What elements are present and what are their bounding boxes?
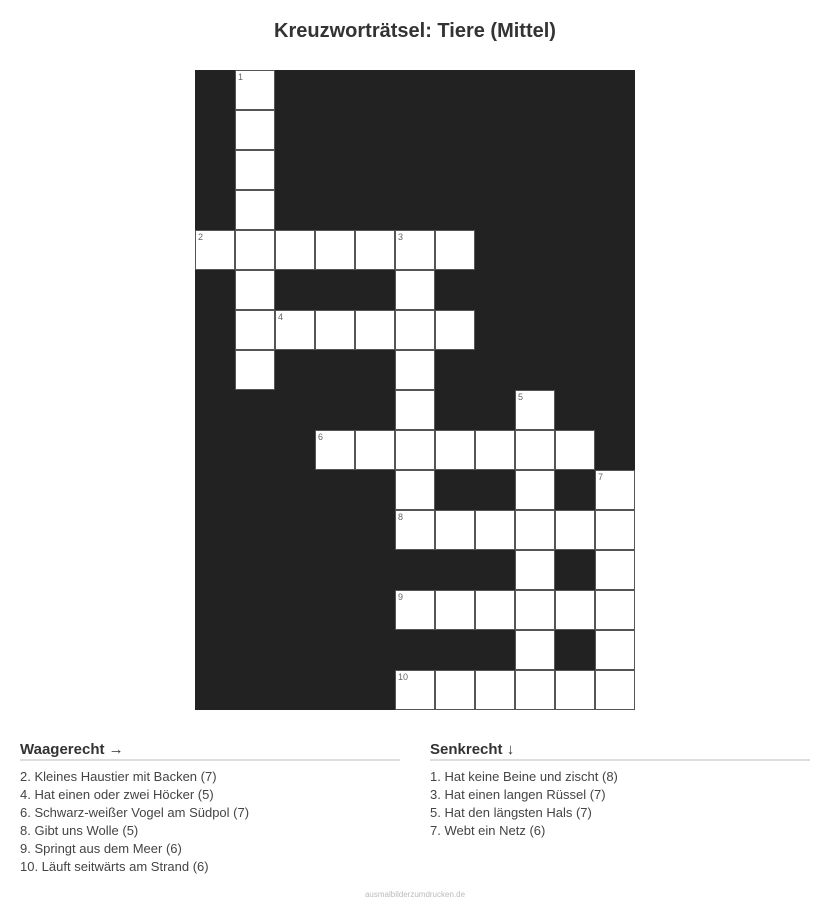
down-clue: 3. Hat einen langen Rüssel (7) bbox=[430, 787, 606, 802]
crossword-cell[interactable] bbox=[235, 270, 275, 310]
across-clue: 4. Hat einen oder zwei Höcker (5) bbox=[20, 787, 214, 802]
crossword-cell[interactable] bbox=[315, 310, 355, 350]
crossword-cell[interactable] bbox=[235, 110, 275, 150]
crossword-cell[interactable] bbox=[275, 310, 315, 350]
crossword-cell[interactable] bbox=[555, 670, 595, 710]
crossword-cell[interactable] bbox=[395, 310, 435, 350]
across-heading: Waagerecht → bbox=[20, 741, 400, 761]
crossword-cell[interactable] bbox=[235, 190, 275, 230]
down-heading: Senkrecht ↓ bbox=[430, 741, 810, 761]
crossword-cell[interactable] bbox=[395, 470, 435, 510]
down-clues-section bbox=[430, 741, 810, 840]
crossword-cell[interactable] bbox=[355, 230, 395, 270]
crossword-cell[interactable] bbox=[435, 590, 475, 630]
crossword-cell[interactable] bbox=[515, 630, 555, 670]
crossword-cell[interactable] bbox=[515, 390, 555, 430]
crossword-cell[interactable] bbox=[515, 670, 555, 710]
down-clue-list bbox=[430, 768, 810, 840]
clue-number: 10 bbox=[398, 672, 409, 682]
across-clue: 6. Schwarz-weißer Vogel am Südpol (7) bbox=[20, 805, 250, 820]
across-clue-list bbox=[20, 768, 400, 876]
crossword-cell[interactable] bbox=[475, 430, 515, 470]
footer-credit: ausmalbilderzumdrucken.de bbox=[364, 890, 466, 899]
crossword-cell[interactable] bbox=[435, 430, 475, 470]
crossword-cell[interactable] bbox=[235, 350, 275, 390]
across-clues-section bbox=[20, 741, 400, 876]
clue-number: 5 bbox=[518, 392, 524, 402]
crossword-cell[interactable] bbox=[235, 230, 275, 270]
crossword-cell[interactable] bbox=[275, 230, 315, 270]
puzzle-title: Kreuzworträtsel: Tiere (Mittel) bbox=[274, 20, 556, 42]
crossword-cell[interactable] bbox=[235, 70, 275, 110]
clue-number: 7 bbox=[598, 472, 604, 482]
crossword-cell[interactable] bbox=[315, 430, 355, 470]
crossword-cell[interactable] bbox=[595, 630, 635, 670]
crossword-cell[interactable] bbox=[195, 230, 235, 270]
down-clue: 5. Hat den längsten Hals (7) bbox=[430, 805, 592, 820]
clue-number: 8 bbox=[398, 512, 404, 522]
crossword-grid bbox=[195, 70, 635, 710]
crossword-cell[interactable] bbox=[515, 550, 555, 590]
clue-number: 9 bbox=[398, 592, 404, 602]
down-clue: 7. Webt ein Netz (6) bbox=[430, 823, 546, 838]
crossword-cell[interactable] bbox=[475, 510, 515, 550]
crossword-cell[interactable] bbox=[515, 510, 555, 550]
crossword-cell[interactable] bbox=[475, 670, 515, 710]
crossword-cell[interactable] bbox=[435, 510, 475, 550]
crossword-cell[interactable] bbox=[595, 470, 635, 510]
crossword-cell[interactable] bbox=[595, 550, 635, 590]
crossword-cell[interactable] bbox=[355, 430, 395, 470]
crossword-cell[interactable] bbox=[235, 150, 275, 190]
crossword-cell[interactable] bbox=[595, 670, 635, 710]
clue-number: 1 bbox=[238, 72, 244, 82]
crossword-cell[interactable] bbox=[355, 310, 395, 350]
crossword-cell[interactable] bbox=[555, 510, 595, 550]
crossword-cell[interactable] bbox=[515, 590, 555, 630]
crossword-cell[interactable] bbox=[435, 670, 475, 710]
crossword-cell[interactable] bbox=[395, 390, 435, 430]
crossword-cell[interactable] bbox=[435, 230, 475, 270]
crossword-cell[interactable] bbox=[395, 510, 435, 550]
across-clue: 8. Gibt uns Wolle (5) bbox=[20, 823, 139, 838]
crossword-cell[interactable] bbox=[315, 230, 355, 270]
down-clue: 1. Hat keine Beine und zischt (8) bbox=[430, 769, 618, 784]
crossword-cell[interactable] bbox=[395, 270, 435, 310]
clue-number: 6 bbox=[318, 432, 324, 442]
crossword-cell[interactable] bbox=[515, 430, 555, 470]
across-clue: 10. Läuft seitwärts am Strand (6) bbox=[20, 859, 209, 874]
clue-number: 2 bbox=[198, 232, 204, 242]
clue-number: 3 bbox=[398, 232, 404, 242]
across-clue: 2. Kleines Haustier mit Backen (7) bbox=[20, 769, 217, 784]
crossword-cell[interactable] bbox=[515, 470, 555, 510]
crossword-cell[interactable] bbox=[235, 310, 275, 350]
crossword-cell[interactable] bbox=[475, 590, 515, 630]
crossword-cell[interactable] bbox=[395, 230, 435, 270]
crossword-cell[interactable] bbox=[595, 510, 635, 550]
clue-number: 4 bbox=[278, 312, 284, 322]
crossword-cell[interactable] bbox=[435, 310, 475, 350]
crossword-cell[interactable] bbox=[395, 430, 435, 470]
crossword-cell[interactable] bbox=[555, 590, 595, 630]
crossword-cell[interactable] bbox=[395, 350, 435, 390]
across-clue: 9. Springt aus dem Meer (6) bbox=[20, 841, 182, 856]
crossword-cell[interactable] bbox=[595, 590, 635, 630]
crossword-cell[interactable] bbox=[395, 670, 435, 710]
crossword-cell[interactable] bbox=[555, 430, 595, 470]
crossword-cell[interactable] bbox=[395, 590, 435, 630]
